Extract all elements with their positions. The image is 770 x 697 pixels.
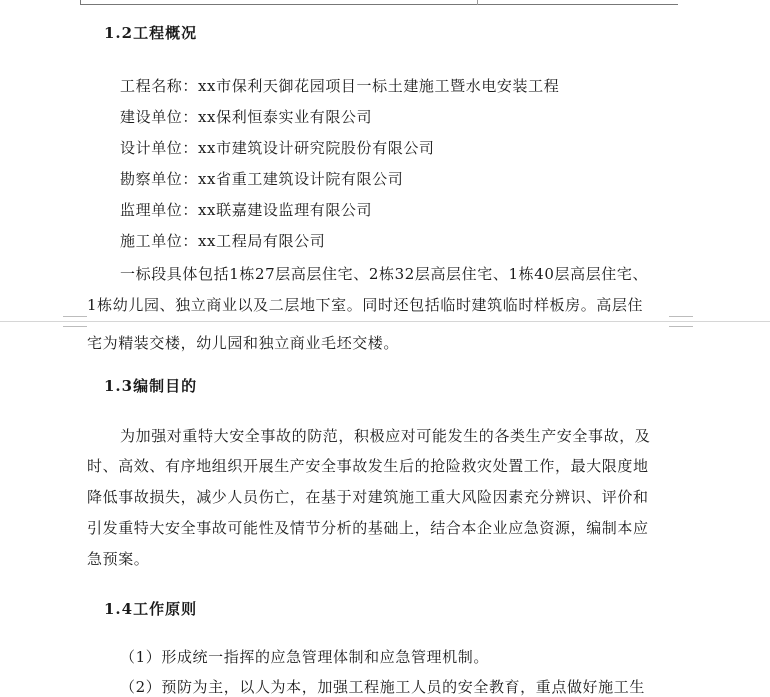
section-heading-1-3: 1.3编制目的 bbox=[104, 377, 198, 395]
purpose-paragraph-line-2: 时、高效、有序地组织开展生产安全事故发生后的抢险救灾处置工作，最大限度地 bbox=[87, 457, 649, 475]
purpose-paragraph-line-3: 降低事故损失，减少人员伤亡，在基于对建筑施工重大风险因素充分辨识、评价和 bbox=[87, 488, 649, 506]
table-border-tick-right bbox=[477, 0, 478, 5]
section-heading-1-4: 1.4工作原则 bbox=[104, 600, 198, 618]
purpose-paragraph-line-4: 引发重特大安全事故可能性及情节分析的基础上，结合本企业应急资源，编制本应 bbox=[87, 519, 649, 537]
page-margin-marker-left bbox=[63, 316, 87, 327]
purpose-paragraph-line-1: 为加强对重特大安全事故的防范，积极应对可能发生的各类生产安全事故，及 bbox=[120, 427, 651, 445]
construction-unit-line: 建设单位：xx保利恒泰实业有限公司 bbox=[120, 108, 373, 126]
project-name-line: 工程名称：xx市保利天御花园项目一标土建施工暨水电安装工程 bbox=[120, 77, 560, 95]
page-break-line bbox=[0, 321, 770, 322]
principle-item-2: （2）预防为主，以人为本，加强工程施工人员的安全教育，重点做好施工生 bbox=[120, 678, 645, 696]
supervision-unit-line: 监理单位：xx联嘉建设监理有限公司 bbox=[120, 201, 373, 219]
scope-paragraph-line-2: 1栋幼儿园、独立商业以及二层地下室。同时还包括临时建筑临时样板房。高层住 bbox=[87, 296, 644, 314]
survey-unit-line: 勘察单位：xx省重工建筑设计院有限公司 bbox=[120, 170, 404, 188]
purpose-paragraph-line-5: 急预案。 bbox=[87, 550, 150, 568]
section-heading-1-2: 1.2工程概况 bbox=[104, 24, 198, 42]
contractor-unit-line: 施工单位：xx工程局有限公司 bbox=[120, 232, 326, 250]
scope-paragraph-line-3: 宅为精装交楼，幼儿园和独立商业毛坯交楼。 bbox=[87, 334, 400, 352]
principle-item-1: （1）形成统一指挥的应急管理体制和应急管理机制。 bbox=[120, 648, 489, 666]
table-border-remnant bbox=[80, 4, 678, 5]
table-border-tick-left bbox=[80, 0, 81, 5]
design-unit-line: 设计单位：xx市建筑设计研究院股份有限公司 bbox=[120, 139, 435, 157]
scope-paragraph-line-1: 一标段具体包括1栋27层高层住宅、2栋32层高层住宅、1栋40层高层住宅、 bbox=[120, 265, 649, 283]
page-margin-marker-right bbox=[669, 316, 693, 327]
